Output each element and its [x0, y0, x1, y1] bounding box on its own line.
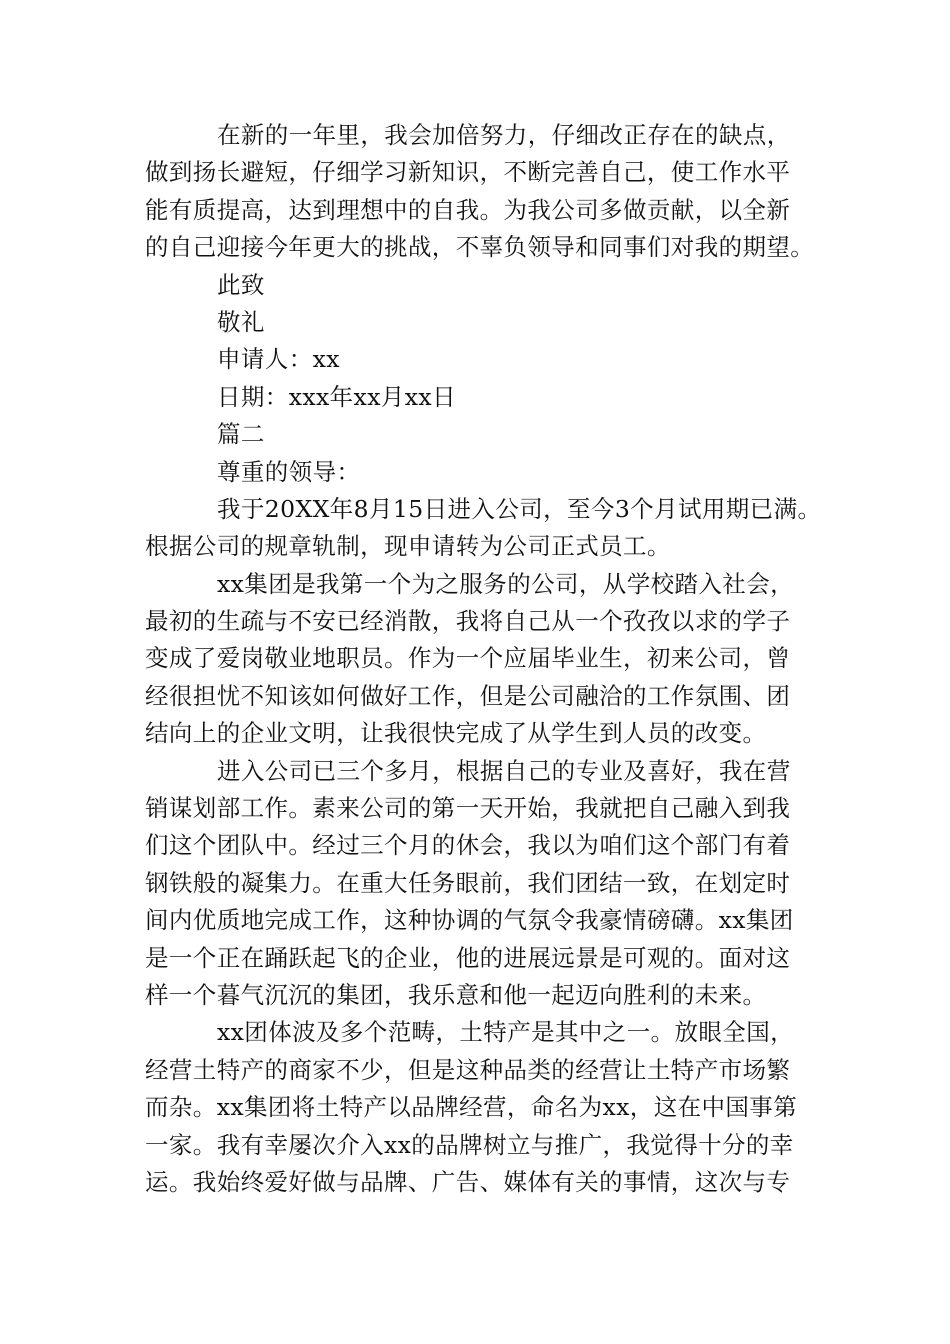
- date-line: 日期：xxx年xx月xx日: [217, 382, 456, 411]
- text-line: 而杂。xx集团将土特产以品牌经营，命名为xx，这在中国事第: [145, 1093, 798, 1122]
- applicant-line: 申请人：xx: [217, 345, 340, 374]
- text-line: 经很担忧不知该如何做好工作，但是公司融洽的工作氛围、团: [145, 681, 791, 710]
- greeting-line: 尊重的领导：: [217, 457, 361, 486]
- text-line: 销谋划部工作。素来公司的第一天开始，我就把自己融入到我: [145, 794, 791, 823]
- text-line: 的自己迎接今年更大的挑战，不辜负领导和同事们对我的期望。: [145, 233, 815, 262]
- text-line: 是一个正在踊跃起飞的企业，他的进展远景是可观的。面对这: [145, 943, 791, 972]
- text-line: 们这个团队中。经过三个月的休会，我以为咱们这个部门有着: [145, 831, 791, 860]
- text-line: 能有质提高，达到理想中的自我。为我公司多做贡献，以全新: [145, 195, 791, 224]
- text-line: 变成了爱岗敬业地职员。作为一个应届毕业生，初来公司，曾: [145, 644, 791, 673]
- text-line: 运。我始终爱好做与品牌、广告、媒体有关的事情，这次与专: [145, 1167, 791, 1196]
- text-line: 经营土特产的商家不少，但是这种品类的经营让土特产市场繁: [145, 1055, 791, 1084]
- text-line: 我于20XX年8月15日进入公司，至今3个月试用期已满。: [217, 494, 822, 523]
- text-line: 根据公司的规章轨制，现申请转为公司正式员工。: [145, 532, 671, 561]
- document-body: [145, 117, 825, 1201]
- closing-line: 此致: [217, 270, 265, 299]
- text-line: 在新的一年里，我会加倍努力，仔细改正存在的缺点，: [217, 121, 791, 149]
- text-line: 做到扬长避短，仔细学习新知识，不断完善自己，使工作水平: [145, 158, 791, 187]
- text-line: 一家。我有幸屡次介入xx的品牌树立与推广，我觉得十分的幸: [145, 1130, 794, 1159]
- text-line: 钢铁般的凝集力。在重大任务眼前，我们团结一致，在划定时: [145, 868, 791, 897]
- text-line: 结向上的企业文明，让我很快完成了从学生到人员的改变。: [145, 719, 767, 748]
- text-line: 间内优质地完成工作，这种协调的气氛令我豪情磅礴。xx集团: [145, 906, 794, 935]
- text-line: 进入公司已三个多月，根据自己的专业及喜好，我在营: [217, 756, 791, 785]
- text-line: xx集团是我第一个为之服务的公司，从学校踏入社会，: [217, 569, 795, 598]
- salutation-line: 敬礼: [217, 307, 265, 336]
- text-line: 最初的生疏与不安已经消散，我将自己从一个孜孜以求的学子: [145, 607, 791, 636]
- text-line: 样一个暮气沉沉的集团，我乐意和他一起迈向胜利的未来。: [145, 980, 767, 1009]
- section-heading: 篇二: [217, 420, 265, 449]
- text-line: xx团体波及多个范畴，土特产是其中之一。放眼全国，: [217, 1018, 795, 1047]
